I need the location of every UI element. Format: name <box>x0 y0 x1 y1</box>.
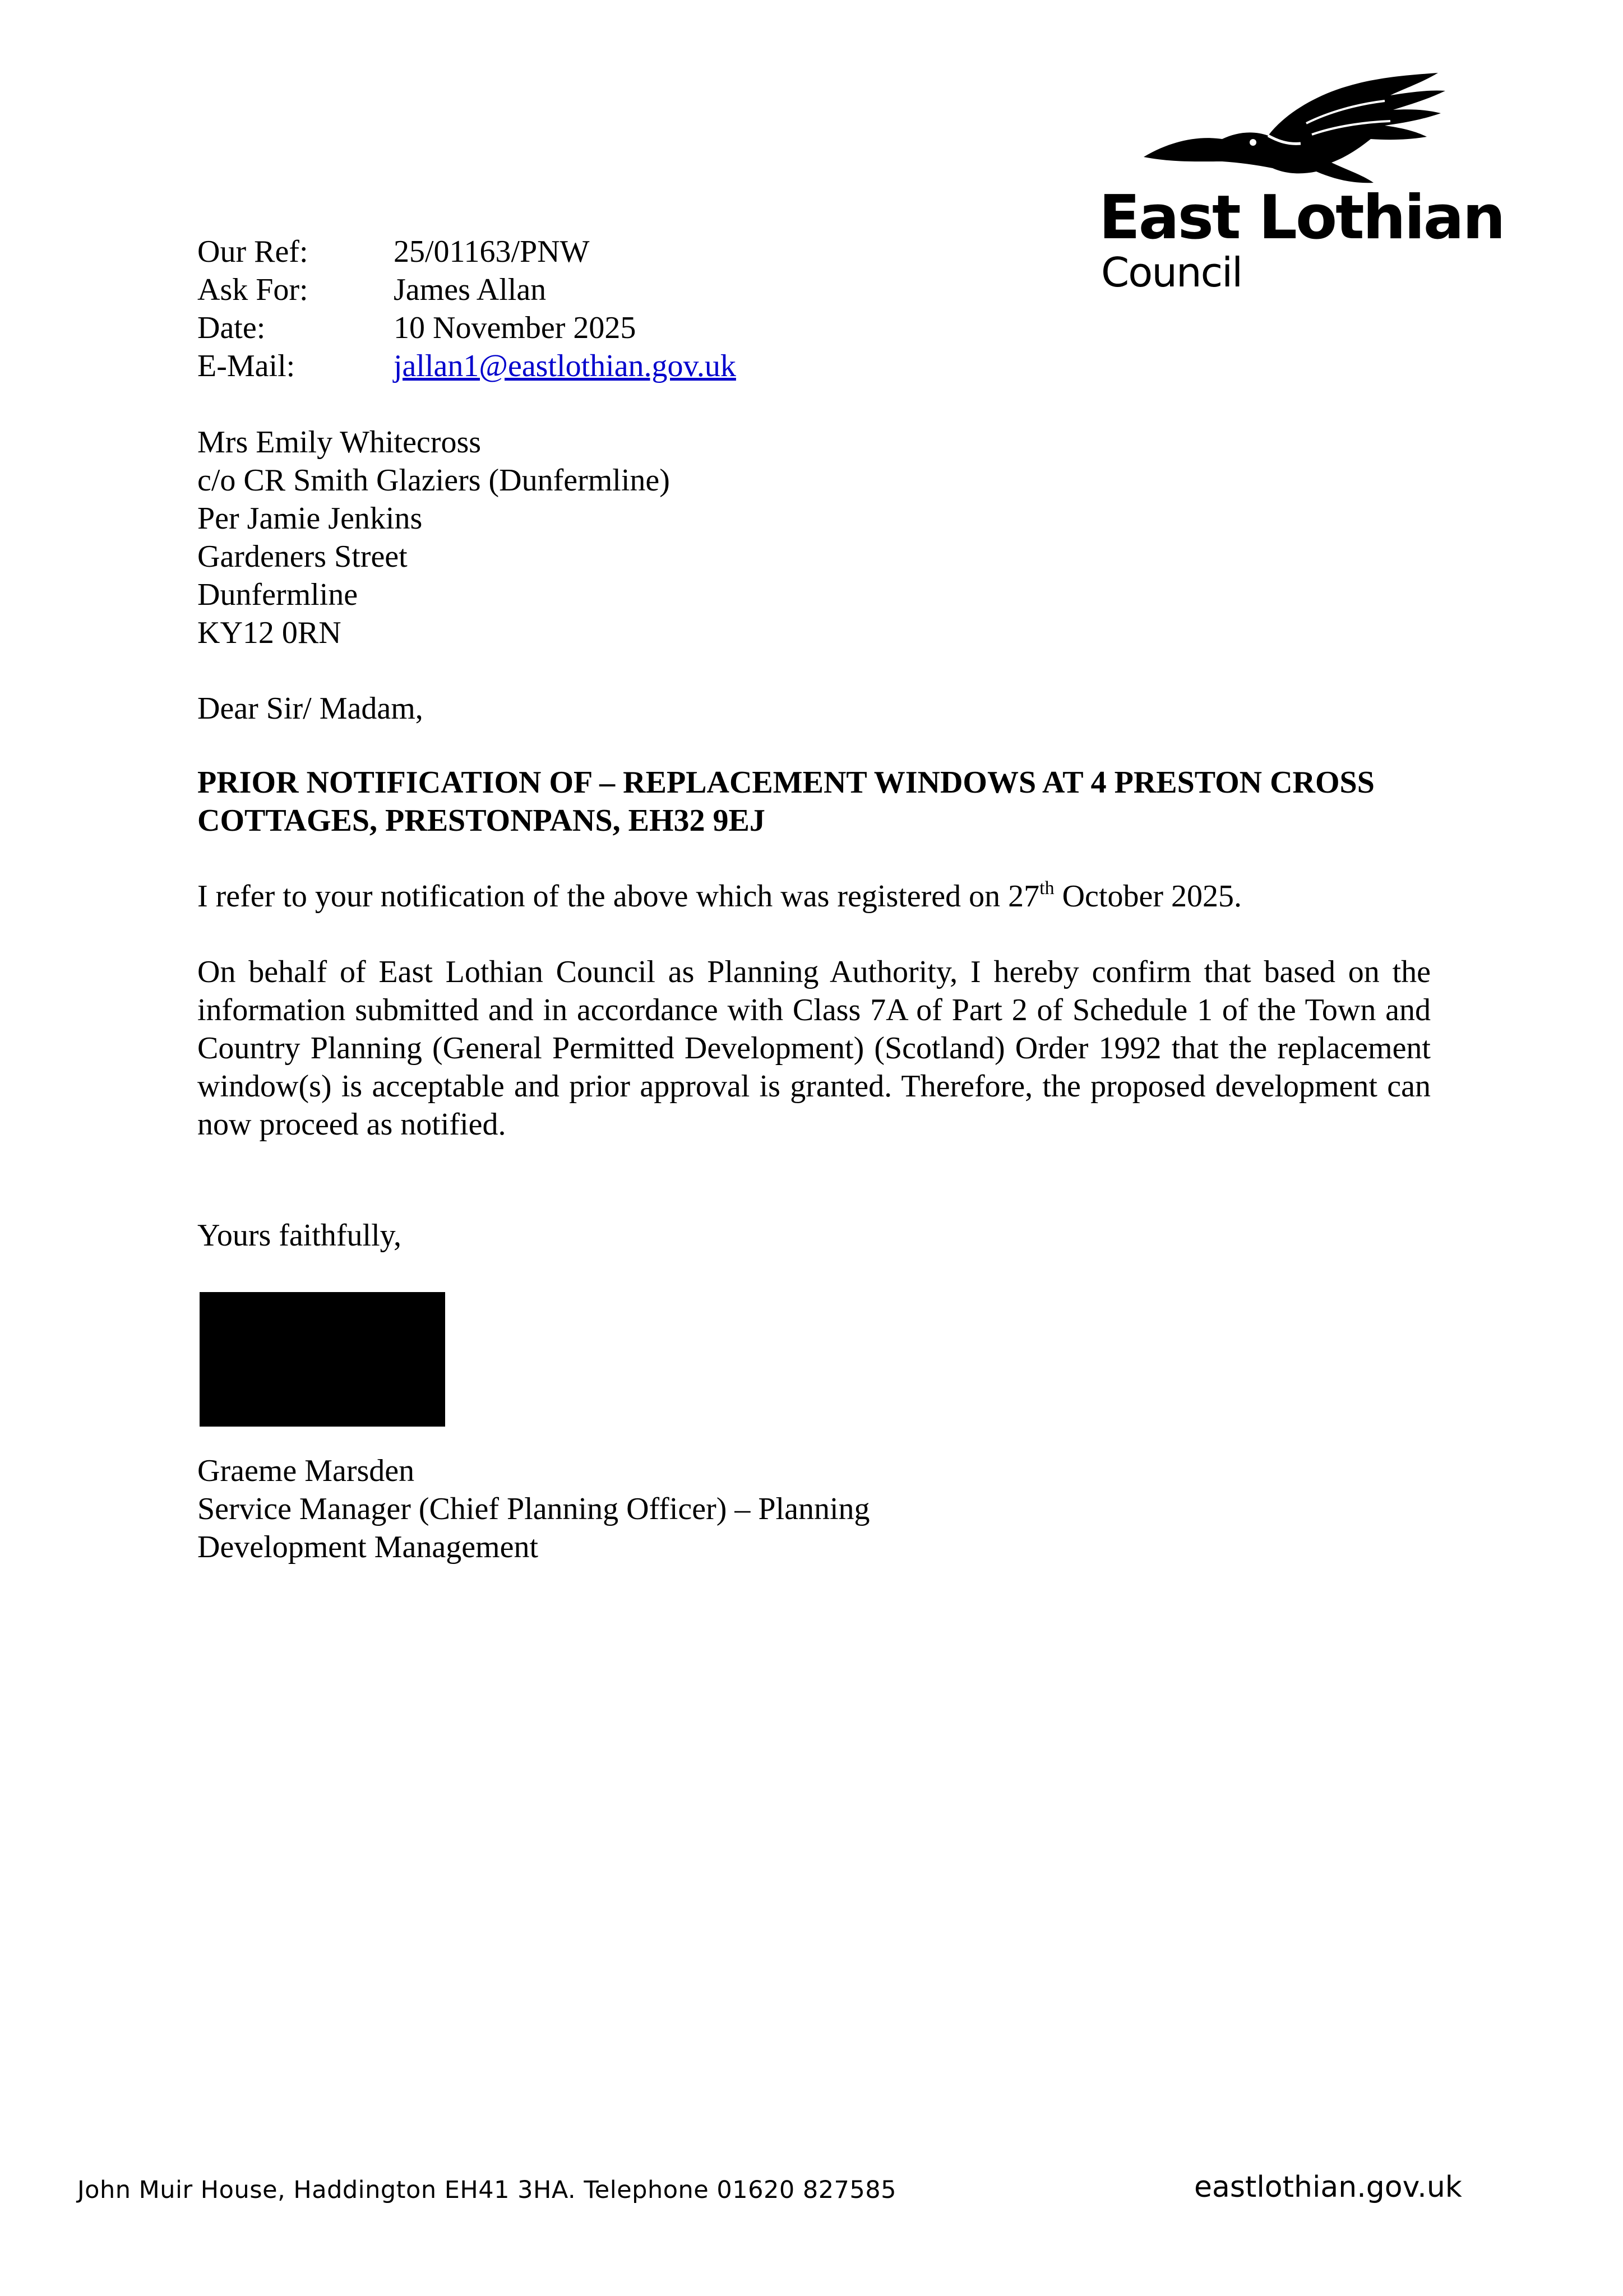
paragraph-text: I refer to your notification of the above which was registered on 27 <box>197 879 1040 914</box>
address-line: Gardeners Street <box>197 539 408 574</box>
reference-label: E-Mail: <box>197 349 295 383</box>
reference-row <box>197 233 736 271</box>
footer-website[interactable]: eastlothian.gov.uk <box>1194 2170 1462 2204</box>
paragraph-registration <box>197 877 1431 915</box>
signatory-department: Development Management <box>197 1530 539 1564</box>
signatory-title: Service Manager (Chief Planning Officer) – Planning <box>197 1492 870 1526</box>
reference-row <box>197 309 736 347</box>
council-logo <box>1099 73 1525 297</box>
reference-value: 25/01163/PNW <box>394 234 590 269</box>
signatory-name: Graeme Marsden <box>197 1453 415 1488</box>
logo-wordmark: East Lothian <box>1099 183 1504 253</box>
recipient-address <box>197 423 670 652</box>
reference-row <box>197 271 736 309</box>
eagle-icon <box>1138 73 1452 191</box>
subject-heading <box>197 763 1431 840</box>
closing: Yours faithfully, <box>197 1218 402 1253</box>
reference-row <box>197 347 736 385</box>
logo-subtitle: Council <box>1101 249 1242 296</box>
address-line: Mrs Emily Whitecross <box>197 425 482 460</box>
address-line: c/o CR Smith Glaziers (Dunfermline) <box>197 463 670 498</box>
salutation: Dear Sir/ Madam, <box>197 691 423 726</box>
ordinal-suffix: th <box>1039 878 1055 899</box>
footer-address: John Muir House, Haddington EH41 3HA. Telephone 01620 827585 <box>77 2176 896 2204</box>
address-line: Dunfermline <box>197 577 358 612</box>
paragraph-decision: On behalf of East Lothian Council as Planning Authority, I hereby confirm that based on the information submitted and in accordance with Class 7A of Part 2 of Schedule 1 of the Town and Country Planning (General Permitted Development) (Scotland) Order 1992 that the replacement window(s) is acceptable and prior approval is granted. Therefore, the proposed development can now proceed as notified. <box>197 955 1431 1142</box>
email-link[interactable]: jallan1@eastlothian.gov.uk <box>394 349 736 383</box>
reference-label: Ask For: <box>197 272 308 307</box>
reference-label: Date: <box>197 311 266 345</box>
subject-line: PRIOR NOTIFICATION OF – REPLACEMENT WINDOWS AT 4 PRESTON CROSS <box>197 765 1375 800</box>
subject-line: COTTAGES, PRESTONPANS, EH32 9EJ <box>197 803 765 838</box>
address-line: Per Jamie Jenkins <box>197 501 423 536</box>
address-line: KY12 0RN <box>197 615 341 650</box>
paragraph-text: October 2025. <box>1054 879 1242 914</box>
reference-value: James Allan <box>394 272 547 307</box>
reference-value: 10 November 2025 <box>394 311 636 345</box>
reference-label: Our Ref: <box>197 234 308 269</box>
signatory-block <box>197 1452 870 1566</box>
reference-block <box>197 233 736 385</box>
signature-redaction <box>200 1292 445 1427</box>
